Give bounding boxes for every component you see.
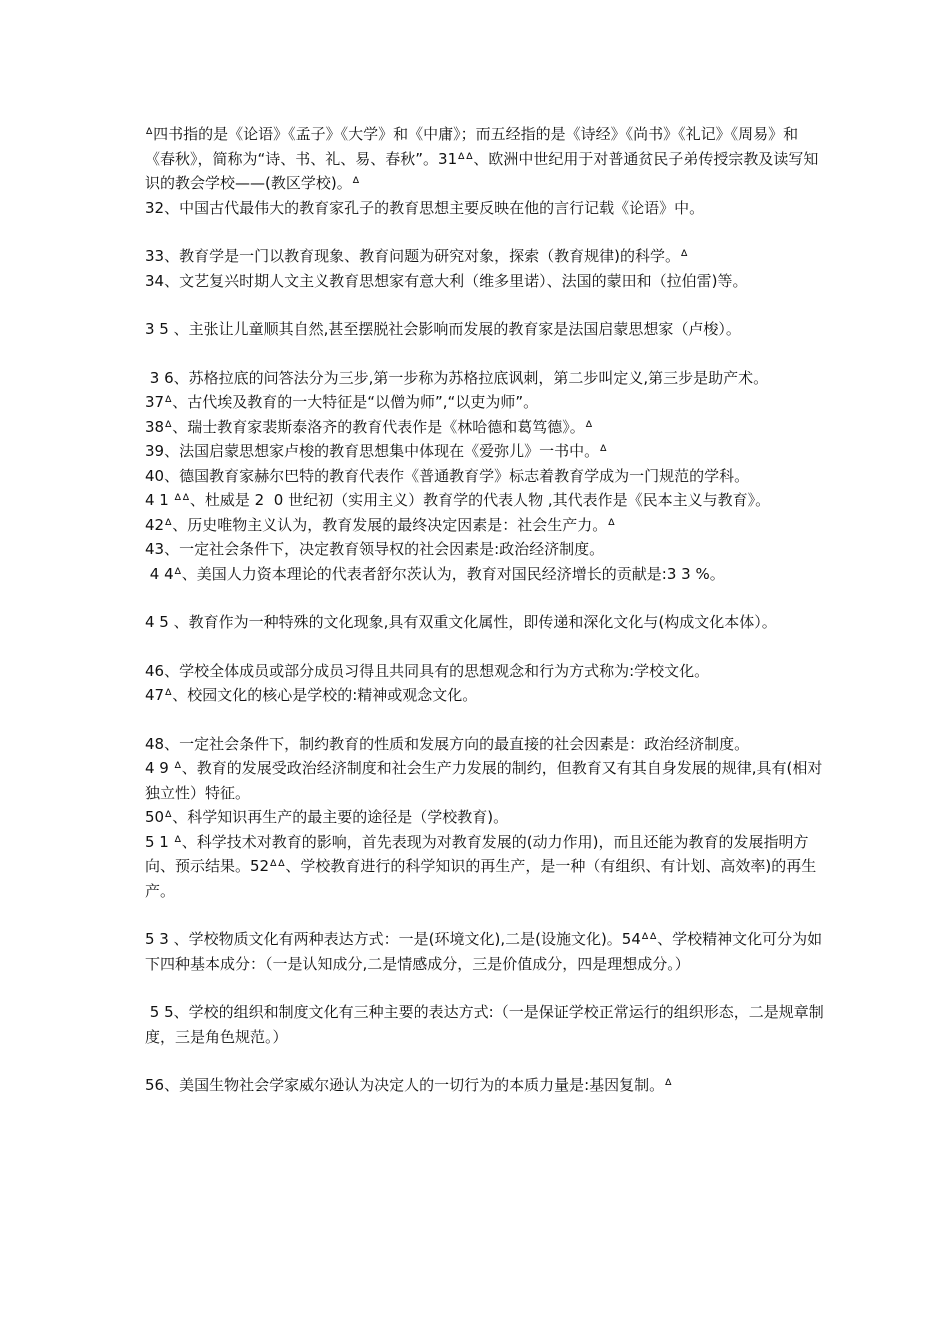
paragraph: ᐞ四书指的是《论语》《孟子》《大学》和《中庸》；而五经指的是《诗经》《尚书》《礼记》《周易》和《春秋》，简称为“诗、书、礼、易、春秋”。31ᐞᐞ、欧洲中世纪用于对普通贫民子弟传授宗教及读写知识的教会学校——(教区学校)。ᐞ — [145, 125, 819, 192]
paragraph-spacer — [145, 586, 825, 610]
paragraph: 4 1 ᐞᐞ、杜威是 2 0 世纪初（实用主义）教育学的代表人物 ,其代表作是《民本主义与教育》。 — [145, 491, 771, 509]
paragraph-spacer — [145, 1049, 825, 1073]
paragraph: 39、法国启蒙思想家卢梭的教育思想集中体现在《爱弥儿》一书中。ᐞ — [145, 442, 608, 460]
paragraph: 47ᐞ、校园文化的核心是学校的:精神或观念文化。 — [145, 686, 478, 704]
paragraph-spacer — [145, 708, 825, 732]
paragraph-spacer — [145, 293, 825, 317]
paragraph-spacer — [145, 220, 825, 244]
paragraph: 4 9 ᐞ、教育的发展受政治经济制度和社会生产力发展的制约，但教育又有其自身发展的规律,具有(相对独立性）特征。 — [145, 759, 823, 802]
paragraph: 34、文艺复兴时期人文主义教育思想家有意大利（维多里诺）、法国的蒙田和（拉伯雷)等。 — [145, 271, 748, 290]
paragraph: 56、美国生物社会学家威尔逊认为决定人的一切行为的本质力量是:基因复制。ᐞ — [145, 1076, 673, 1094]
document-body — [145, 122, 825, 1098]
paragraph: 3 6、苏格拉底的问答法分为三步,第一步称为苏格拉底讽刺，第二步叫定义,第三步是助产术。 — [145, 368, 769, 387]
paragraph: 46、学校全体成员或部分成员习得且共同具有的思想观念和行为方式称为:学校文化。 — [145, 661, 710, 680]
paragraph: 32、中国古代最伟大的教育家孔子的教育思想主要反映在他的言行记载《论语》中。 — [145, 198, 705, 217]
paragraph: 4 4ᐞ、美国人力资本理论的代表者舒尔茨认为，教育对国民经济增长的贡献是:3 3 %。 — [145, 564, 725, 583]
paragraph: 3 5 、主张让儿童顺其自然,甚至摆脱社会影响而发展的教育家是法国启蒙思想家（卢梭）。 — [145, 320, 741, 338]
paragraph-spacer — [145, 976, 825, 1000]
paragraph: 48、一定社会条件下，制约教育的性质和发展方向的最直接的社会因素是：政治经济制度。 — [145, 734, 750, 753]
paragraph: 38ᐞ、瑞士教育家裴斯泰洛齐的教育代表作是《林哈德和葛笃德》。ᐞ — [145, 417, 593, 436]
paragraph: 43、一定社会条件下，决定教育领导权的社会因素是:政治经济制度。 — [145, 540, 605, 558]
paragraph-spacer — [145, 342, 825, 366]
paragraph: 50ᐞ、科学知识再生产的最主要的途径是（学校教育)。 — [145, 808, 509, 826]
paragraph: 37ᐞ、古代埃及教育的一大特征是“以僧为师”,“以吏为师”。 — [145, 393, 539, 411]
paragraph: 4 5 、教育作为一种特殊的文化现象,具有双重文化属性，即传递和深化文化与(构成文化本体）。 — [145, 613, 777, 631]
paragraph: 5 3 、学校物质文化有两种表达方式：一是(环境文化),二是(设施文化)。54ᐞᐞ、学校精神文化可分为如下四种基本成分：（一是认知成分,二是情感成分，三是价值成分，四是理想成分。） — [145, 930, 823, 973]
paragraph: 33、教育学是一门以教育现象、教育问题为研究对象，探索（教育规律)的科学。ᐞ — [145, 247, 689, 265]
paragraph: 5 1 ᐞ、科学技术对教育的影响，首先表现为对教育发展的(动力作用)，而且还能为教育的发展指明方向、预示结果。52ᐞᐞ、学校教育进行的科学知识的再生产，是一种（有组织、有计划、高效率)的再生产。 — [145, 832, 817, 900]
paragraph-spacer — [145, 903, 825, 927]
paragraph: 42ᐞ、历史唯物主义认为，教育发展的最终决定因素是：社会生产力。ᐞ — [145, 515, 616, 534]
paragraph: 40、德国教育家赫尔巴特的教育代表作《普通教育学》标志着教育学成为一门规范的学科。 — [145, 466, 750, 485]
paragraph: 5 5、学校的组织和制度文化有三种主要的表达方式:（一是保证学校正常运行的组织形态，二是规章制度，三是角色规范。） — [145, 1003, 824, 1046]
paragraph-spacer — [145, 635, 825, 659]
